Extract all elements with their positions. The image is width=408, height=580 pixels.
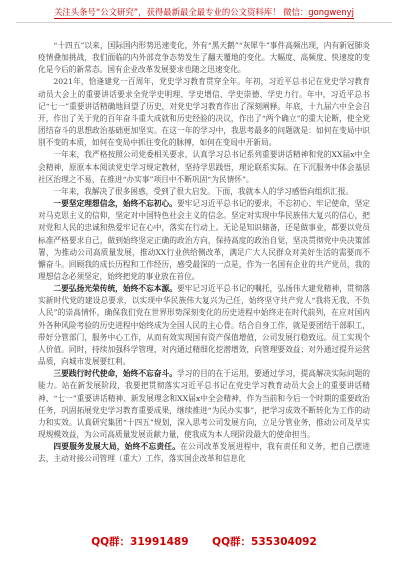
- paragraph-4-text: 一年来，我解决了很多困惑，受到了很大启发。下面，我就本人的学习感悟向组织汇报。: [53, 186, 354, 196]
- paragraph-1: [38, 40, 370, 76]
- paragraph-5: [38, 198, 370, 283]
- paragraph-8: [38, 441, 370, 465]
- contact-footer: [0, 534, 408, 554]
- paragraph-2-text: 2021年，恰逢建党一百周年，党史学习教育贯穿全年。年初，习近平总书记在党史学习教育动员大会上的重要讲话要求全党学史明理、学史增信、学史崇德、学史力行。年中，习近平总书记“七一”重要讲话精确地回望了历史，对党史学习教育作出了深刻阐释。年底，十九届六中全会召开，作出了关于党的百年奋斗重大成就和历史经验的决议，作出了“两个确立”的重大论断，使全党团结奋斗的思想政治基础更加坚实。在这一年的学习中，我思考最多的问题就是：如何在变局中识别不变的本质，如何在变局中抓住变化的脉搏，如何在变局中开新局。: [38, 77, 370, 148]
- paragraph-6-heading: 二要弘扬光荣传统，始终不忘本源。: [53, 284, 177, 294]
- paragraph-7-heading: 三要践行时代使命，始终不忘奋斗。: [53, 369, 177, 379]
- header-rule: [16, 22, 391, 23]
- paragraph-2: [38, 76, 370, 149]
- qq-group-1: QQ群：31991489: [91, 536, 189, 548]
- paragraph-4: [38, 186, 370, 198]
- paragraph-1-text: “十四五”以来，国际国内形势迅速变化，外有“黑天鹅”“灰犀牛”事件高频出现，内有新冠肺炎疫情叠加挑战，我们面临的内外部竞争态势发生了翻天覆地的变化。大幅度、高频度、快速度的变化是今后的新常态。国有企业改革发展要求也随之迅速变化。: [38, 41, 370, 75]
- document-body: [38, 40, 370, 540]
- paragraph-6-text: 要牢记习近平总书记的嘱托，弘扬伟大建党精神，贯彻落实新时代党的建设总要求，以实现中华民族伟大复兴为己任，始终坚守共产党人“我将无我、不负人民”的崇高情怀，确保我们党在世界形势深刻变化的历史进程中始终走在时代前列，在应对国内外各种风险考验的历史进程中始终成为全国人民的主心骨。结合自身工作，就是要团结干部职工，带好分管部门，服务中心工作，从而有效实现国有资产保值增值，公司发展行稳致远。员工实现个人价值。同时，持续加强科学管理，对内通过精细化挖潜增效，向管理要效益；对外通过提升运营品质，向城市发展要红利。: [38, 284, 370, 367]
- paragraph-6: [38, 283, 370, 368]
- paragraph-3: [38, 149, 370, 185]
- paragraph-8-text: 在公司改革发展进程中，我有责任和义务，把自己摆进去，主动对接公司管理（重大）工作，落实国企改革和信息化: [38, 442, 370, 464]
- paragraph-7: [38, 368, 370, 441]
- paragraph-5-heading: 一要坚定理想信念，始终不忘初心。: [53, 199, 177, 209]
- qq-group-2: QQ群：535304092: [212, 536, 317, 548]
- paragraph-5-text: 要牢记习近平总书记的要求，不忘初心、牢记使命，坚定对马克思主义的信仰，坚定对中国特色社会主义的信念。坚定对实现中华民族伟大复兴的信心，把对党和人民的忠诚和热爱牢记在心中，落实在行动上。无论是知识储备，还是做事业，都要以党员标准严格要求自己，做到始终坚定正确的政治方向，保持高度的政治自觉，坚决贯彻党中央决策部署，为推动公司高质量发展，推动XX行业供给侧改革，满足广大人民群众对美好生活的需要而不懈奋斗。回顾我的成长历程和工作经历，感受最深的一点是，作为一名国有企业的共产党员，我的理想信念必须坚定，始终把党的事业放在首位。: [38, 199, 370, 281]
- paragraph-8-heading: 四要服务发展大局，始终不忘责任。: [53, 442, 181, 452]
- paragraph-3-text: 一年来，我严格按照公司党委相关要求，认真学习总书记系列重要讲话精神和党的XX届x中全会精神，原原本本阅读党史学习规定教材，坚持学思践悟，理论联系实际。在下沉服务中体会基层社区治理之不易，在推进“办实事”项目中不断巩固“为民情怀”。: [38, 150, 370, 184]
- promo-header: [0, 0, 408, 34]
- paragraph-7-text: 学习的目的在于运用，要通过学习，提高解决实际问题的能力。站在新发展阶段，我要把贯彻落实习近平总书记在党史学习教育动员大会上的重要讲话精神、“七一”重要讲话精神、新发展理念和XX届x中全会精神，作为当前和今后一个时期的重要政治任务，巩固拓展党史学习教育重要成果，继续推进“为民办实事”，把学习成效不断转化为工作的动力和实效。认真研究集团“十四五”规划，深入思考公司发展方向，立足分管业务，推动公司及早实现规模效益，为公司高质量发展贡献力量，使我成为本人现阶段最大的使命担当。: [38, 369, 370, 439]
- promo-banner-text: 关注头条号“公文研究”，获得最新最全最专业的公文资料库！ 微信：gongwenyj: [54, 7, 354, 17]
